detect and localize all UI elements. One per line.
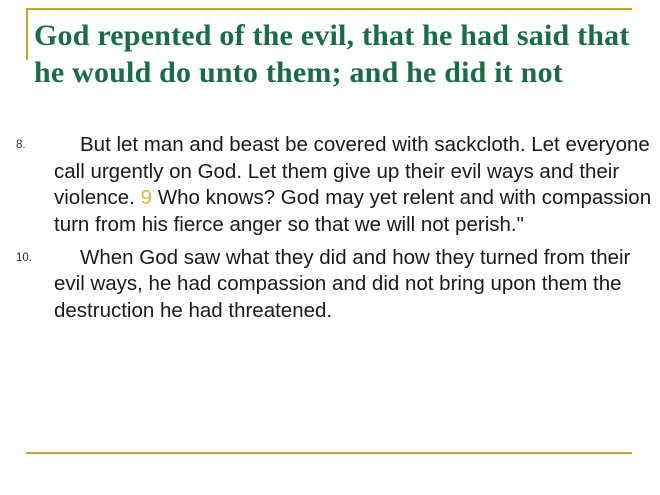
slide-body bbox=[8, 132, 652, 324]
left-accent-line bbox=[26, 8, 28, 60]
verse-text-part1: When God saw what they did and how they turned from their evil ways, he had compassion and did not bring upon them the destruction he had threatened. bbox=[54, 245, 631, 322]
verse-marker: 10. bbox=[16, 251, 32, 264]
inline-verse-number: 9 bbox=[140, 186, 153, 210]
verse-paragraph-8 bbox=[8, 132, 652, 239]
verse-text-part1: But let man and beast be covered with sackcloth. Let everyone call urgently on God. Let them give up their evil ways and their violence. bbox=[54, 133, 650, 210]
bottom-divider-line bbox=[26, 452, 632, 454]
verse-text-part2: Who knows? God may yet relent and with compassion turn from his fierce anger so that we will not perish." bbox=[54, 186, 652, 236]
top-divider-line bbox=[26, 8, 632, 10]
slide-title: God repented of the evil, that he had said that he would do unto them; and he did it not bbox=[34, 19, 630, 89]
verse-paragraph-10 bbox=[8, 245, 652, 325]
verse-marker: 8. bbox=[16, 139, 26, 151]
